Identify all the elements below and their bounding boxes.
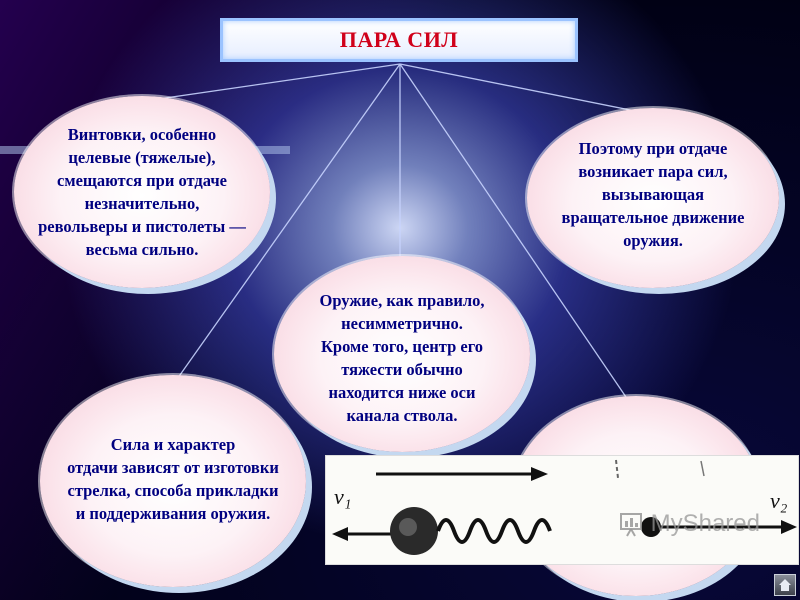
- watermark-text: MyShared: [650, 510, 760, 537]
- bubble-bottom-left: [40, 375, 306, 587]
- bubble-top-right-text: Поэтому при отдаче возникает пара сил, вызывающая вращательное движение оружия.: [561, 138, 745, 250]
- bubble-top-left: [14, 96, 270, 288]
- label-v1: v₁: [334, 484, 352, 509]
- presentation-icon: [619, 511, 645, 537]
- bubble-center: [274, 256, 530, 452]
- watermark: [619, 510, 760, 538]
- bubble-top-left-text: Винтовки, особенно целевые (тяжелые), смещаются при отдаче незначительно, револьверы и пистолеты — весьма сильно.: [38, 125, 246, 259]
- bubble-top-right: [527, 108, 779, 288]
- home-icon: [778, 578, 792, 592]
- label-v2: v₂: [770, 488, 788, 513]
- recoil-figure: [325, 455, 799, 565]
- title-box: [220, 18, 578, 62]
- home-button[interactable]: [774, 574, 796, 596]
- connector-top-right: [400, 64, 640, 112]
- page-title: ПАРА СИЛ: [339, 27, 459, 52]
- bubble-center-text: Оружие, как правило, несимметрично. Кроме того, центр его тяжести обычно находится ниже оси канала ствола.: [319, 291, 485, 425]
- bubble-bottom-left-text: Сила и характер отдачи зависят от изготовки стрелка, способа прикладки и поддерживания оружия.: [67, 435, 279, 523]
